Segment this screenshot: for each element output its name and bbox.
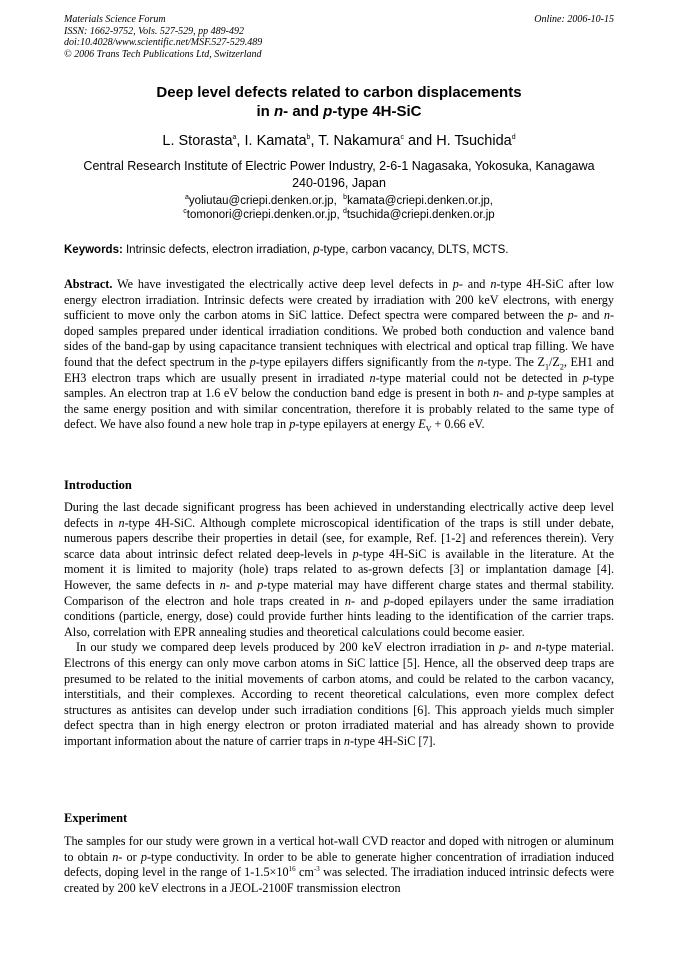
affiliation-line: Central Research Institute of Electric Power Industry, 2-6-1 Nagasaka, Yokosuka, Kanagawa [83, 159, 595, 173]
title-italic: p [323, 103, 333, 120]
text: -type samples. An electron trap at 1.6 eV below the conduction band edge is present in both [64, 370, 614, 401]
text: - or [118, 849, 141, 864]
keywords-text: Intrinsic defects, electron irradiation, [122, 244, 314, 256]
italic: n [535, 640, 542, 655]
italic: p [527, 386, 534, 401]
italic: n [490, 277, 497, 291]
introduction-heading: Introduction [64, 478, 132, 492]
text: -doped epilayers under the same irradiation conditions (particle, energy, dose) could provide further hints leading to the identification of the carrier traps. Also, correlation with EPR annealing studies and theoretical calculations could become easier. [64, 593, 615, 639]
text: -doped samples prepared under identical irradiation conditions. We probed both conduction and valence band sides of the band-gap by using capacitance transient techniques with electrical and optical trap filling. We have found that the defect spectrum in the [64, 308, 615, 369]
text: -type 4H-SiC is available in the literature. At the moment it is limited to majority (hole) traps related to as-grown defects [3] or implantation damage [4]. However, the same defects in [64, 546, 614, 592]
text: + 0.66 eV. [431, 417, 485, 432]
email-mark: c [183, 208, 187, 216]
subscript: 2 [559, 362, 564, 372]
text: -type 4H-SiC [7]. [349, 733, 436, 748]
affiliation-line: 240-0196, Japan [292, 176, 386, 190]
italic: n [603, 308, 610, 323]
text: -type 4H-SiC. Although complete microscopical identification of the traps is still under debate, numerous papers describe their properties in detail (see, for example, Ref. [1-2] and references therein). Very scarce data about intrinsic defect related deep-levels in [64, 515, 614, 561]
copyright-line: © 2006 Trans Tech Publications Ltd, Switzerland [64, 48, 262, 60]
text: -type samples at the same energy position and with similar concentration, therefore it is probably related to the same type of defect. We have also found a new hole trap in [64, 386, 614, 432]
introduction-body [64, 500, 614, 750]
text: -type conductivity. In order to be able to generate higher concentration of irradiation induced defects, doping level in the range of 1-1.5×10 [64, 849, 614, 880]
email-line [64, 208, 614, 222]
superscript: 16 [288, 865, 296, 874]
issn-line: ISSN: 1662-9752, Vols. 527-529, pp 489-492 [64, 25, 244, 37]
email-address[interactable]: kamata@criepi.denken.or.jp, [347, 195, 493, 207]
italic: p [249, 354, 256, 369]
text: -type material may have different charge states and thermal stability. Comparison of the electron and hole traps created in [64, 577, 614, 608]
text: -type. The Z [483, 354, 545, 369]
keywords [64, 243, 614, 257]
author-mark: a [232, 134, 237, 142]
title-line-2 [64, 102, 614, 121]
abstract [64, 277, 614, 433]
email-address[interactable]: tomonori@criepi.denken.or.jp, [186, 209, 340, 221]
text: -type epilayers at energy [295, 417, 419, 432]
italic: p [140, 849, 147, 864]
keywords-italic: p [313, 244, 320, 256]
online-date: Online: 2006-10-15 [534, 14, 614, 25]
author-list [64, 133, 614, 150]
italic: p [452, 277, 459, 291]
author-name: and H. Tsuchida [403, 133, 512, 149]
text: - and [225, 577, 258, 592]
text: , EH1 and EH3 electron traps which are usually present in irradiated [64, 354, 615, 385]
journal-name: Materials Science Forum [64, 14, 166, 25]
italic: n [219, 577, 226, 592]
email-line [64, 194, 614, 208]
italic: E [418, 417, 426, 432]
author-name: , T. Nakamura [310, 133, 401, 149]
text: cm [295, 865, 314, 880]
email-address[interactable]: tsuchida@criepi.denken.or.jp [346, 209, 495, 221]
text: was selected. The irradiation induced intrinsic defects were created by 200 keV electrons in a JEOL-2100F transmission electron [64, 865, 615, 895]
italic: n [343, 733, 350, 748]
italic: p [567, 308, 574, 323]
title-text: in [256, 103, 274, 120]
text: - and [499, 386, 528, 401]
experiment-body [64, 834, 614, 896]
italic: p [383, 593, 390, 608]
journal-info [64, 14, 262, 60]
text: - and [573, 308, 604, 323]
italic: n [369, 370, 376, 385]
text: The samples for our study were grown in a vertical hot-wall CVD reactor and doped with nitrogen or aluminum to obtain [64, 834, 614, 864]
italic: n [344, 593, 351, 608]
email-mark: b [343, 194, 348, 202]
text: /Z [548, 354, 560, 369]
italic: p [352, 546, 359, 561]
italic: n [492, 386, 500, 401]
abstract-paragraph [64, 277, 614, 433]
text: - and [351, 593, 384, 608]
text: - and [505, 640, 536, 655]
italic: n [112, 849, 119, 864]
affiliation [64, 158, 614, 192]
experiment-paragraph-1 [64, 834, 614, 896]
italic: p [289, 417, 296, 432]
text: During the last decade significant progress has been achieved in understanding electrically active deep level defects in [64, 500, 614, 530]
text: -type material could not be detected in [375, 370, 583, 385]
title-text: - and [283, 103, 324, 120]
email-list [64, 194, 614, 222]
email-address[interactable]: yoliutau@criepi.denken.or.jp, [188, 195, 337, 207]
superscript: -3 [313, 865, 320, 874]
email-mark: a [185, 194, 189, 202]
keywords-text: -type, carbon vacancy, DLTS, MCTS. [319, 244, 509, 256]
author-mark: b [306, 134, 311, 142]
italic: p [257, 577, 264, 592]
keywords-label: Keywords: [64, 244, 123, 256]
email-mark: d [342, 208, 347, 216]
text: - and [458, 277, 491, 291]
title-text: -type 4H-SiC [332, 103, 422, 120]
experiment-heading: Experiment [64, 811, 128, 825]
text: In our study we compared deep levels produced by 200 keV electron irradiation in [76, 640, 500, 655]
italic: n [118, 515, 125, 530]
italic: p [582, 370, 589, 385]
text: -type epilayers differs significantly from the [255, 354, 478, 369]
author-name: , I. Kamata [236, 133, 307, 149]
title-line-1: Deep level defects related to carbon displacements [156, 84, 522, 101]
author-name: L. Storasta [162, 133, 233, 149]
text: -type material. Electrons of this energy can only move carbon atoms in SiC lattice [5]. Hence, all the observed deep traps are presumed to be related to the initial movements of carbon atoms, and could be related to the carbon vacancy, interstitials, and their complexes. According to recent theoretical calculations, even more complex defect structures as antisites can develop under such irradiation conditions [6]. This approach yields much simpler defect spectra than in high energy electron or proton irradiated material and has already shown to provide important information about the nature of carrier traps in [64, 640, 615, 748]
author-mark: d [511, 134, 516, 142]
intro-paragraph-1 [64, 500, 614, 640]
author-mark: c [400, 134, 404, 142]
intro-paragraph-2 [64, 640, 614, 749]
subscript: 1 [544, 362, 549, 372]
paper-title [64, 83, 614, 121]
italic: p [499, 640, 506, 655]
text: We have investigated the electrically active deep level defects in [112, 277, 453, 291]
text: -type 4H-SiC after low energy electron irradiation. Intrinsic defects were created by irradiation with 200 keV electrons, with energy sufficient to move only the carbon atoms in SiC lattice. Defect spectra were compared between the [64, 277, 615, 323]
italic: n [477, 354, 484, 369]
title-italic: n [273, 103, 284, 120]
abstract-label: Abstract. [64, 277, 113, 291]
running-header [64, 14, 614, 60]
subscript: V [425, 424, 432, 434]
doi-line: doi:10.4028/www.scientific.net/MSF.527-529.489 [64, 37, 263, 48]
